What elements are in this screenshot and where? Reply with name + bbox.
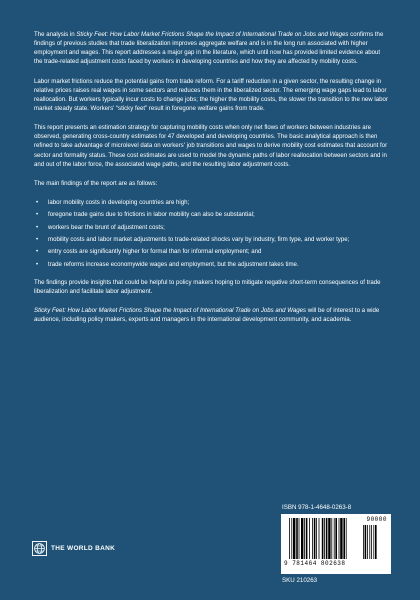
finding-item: • mobility costs and labor market adjustments to trade-related shocks vary by industry, firm type, and worker type; <box>34 235 389 244</box>
barcode-bar <box>340 518 342 559</box>
barcode-bar <box>322 518 324 559</box>
barcode-bar <box>312 518 313 559</box>
barcode-addon-bar <box>363 525 364 559</box>
barcode-bar <box>289 518 290 559</box>
paragraph-5: The findings provide insights that could be helpful to policy makers hoping to mitigate negative short-term consequences of trade liberalization and facilitate labor adjustment. <box>34 278 381 295</box>
sku-label: SKU 210263 <box>282 577 318 584</box>
findings-list <box>34 198 389 269</box>
barcode-addon-bar <box>367 525 368 559</box>
p1-intro: The analysis in <box>34 31 77 38</box>
barcode-addon-bar <box>369 525 370 559</box>
barcode-bar <box>316 518 317 559</box>
world-bank-logo <box>32 541 115 556</box>
finding-item: • workers bear the brunt of adjustment costs; <box>34 223 389 232</box>
isbn-label: ISBN 978-1-4648-0263-8 <box>282 504 352 511</box>
paragraph-3: This report presents an estimation strategy for capturing mobility costs when only net flows of workers between industries are observed, generating cross-country estimates for 47 developed and developing countries. The basic analytical approach is then refined to take advantage of microlevel data on workers' job transitions and wages to derive mobility cost estimates that account for sector and formality status. These cost estimates are used to model the dynamic paths of labor reallocation between sectors and in and out of the labor force, the associated wage paths, and the resulting labor adjustment costs. <box>34 124 388 168</box>
barcode-bar <box>291 518 292 559</box>
barcode-digits: 9 781464 802638 <box>284 560 346 567</box>
barcode-addon-bar <box>365 525 367 559</box>
book-title-italic: Sticky Feet: How Labor Market Frictions Shape the Impact of International Trade on Jobs and Wages <box>76 31 349 38</box>
barcode-addon-digits: 90000 <box>366 516 387 523</box>
p6-rest: will be of interest to a wide audience, including policy makers, experts and managers in the international development community, and academia. <box>34 307 380 324</box>
finding-item: • entry costs are significantly higher for formal than for informal employment; and <box>34 247 389 256</box>
barcode-addon-bar <box>375 525 377 559</box>
paragraph-1 <box>34 30 389 67</box>
barcode-bar <box>306 518 308 559</box>
paragraph-4: The main findings of the report are as follows: <box>34 179 158 187</box>
publisher-name: THE WORLD BANK <box>51 545 116 552</box>
globe-icon <box>32 541 47 556</box>
barcode-bar <box>331 518 332 559</box>
barcode-bar <box>301 518 303 559</box>
barcode-bar <box>346 518 347 559</box>
barcode-bar <box>324 518 325 559</box>
paragraph-6 <box>34 306 389 324</box>
finding-item: • foregone trade gains due to frictions in labor mobility can also be substantial; <box>34 210 389 219</box>
barcode <box>281 514 391 574</box>
barcode-bar <box>293 518 295 559</box>
barcode-addon-bar <box>371 525 372 559</box>
barcode-bar <box>334 518 335 559</box>
barcode-bar <box>335 518 337 559</box>
barcode-bar <box>343 518 345 559</box>
barcode-bar <box>339 518 340 559</box>
finding-item: • labor mobility costs in developing countries are high; <box>34 198 389 207</box>
barcode-bar <box>319 518 320 559</box>
back-cover-text <box>34 30 389 334</box>
barcode-bar <box>309 518 310 559</box>
finding-item: • trade reforms increase economywide wages and employment, but the adjustment takes time. <box>34 260 389 269</box>
barcode-bar <box>299 518 300 559</box>
barcode-bar <box>296 518 298 559</box>
barcode-addon-bar <box>373 525 374 559</box>
barcode-bar <box>314 518 316 559</box>
p1-rest: confirms the findings of previous studies that trade liberalization improves aggregate welfare and is in the long run associated with higher employment and wages. This report addresses a major gap in the literature, which until now has provided limited evidence about the trade-related adjustment costs faced by workers in developing countries and how they are affected by mobility costs. <box>34 31 384 66</box>
barcode-bar <box>328 518 330 559</box>
book-title-italic: Sticky Feet: How Labor Market Frictions Shape the Impact of International Trade on Jobs and Wages <box>34 307 307 315</box>
paragraph-2: Labor market frictions reduce the potential gains from trade reform. For a tariff reduction in a given sector, the resulting change in relative prices raises real wages in some sectors and reduces them in the liberalized sector. The emerging wage gaps lead to labor reallocation. But workers typically incur costs to change jobs; the higher the mobility costs, the slower the transition to the new labor market steady state. Workers' “sticky feet” result in foregone welfare gains from trade. <box>34 77 388 112</box>
barcode-bar <box>304 518 305 559</box>
barcode-bar <box>326 518 328 559</box>
